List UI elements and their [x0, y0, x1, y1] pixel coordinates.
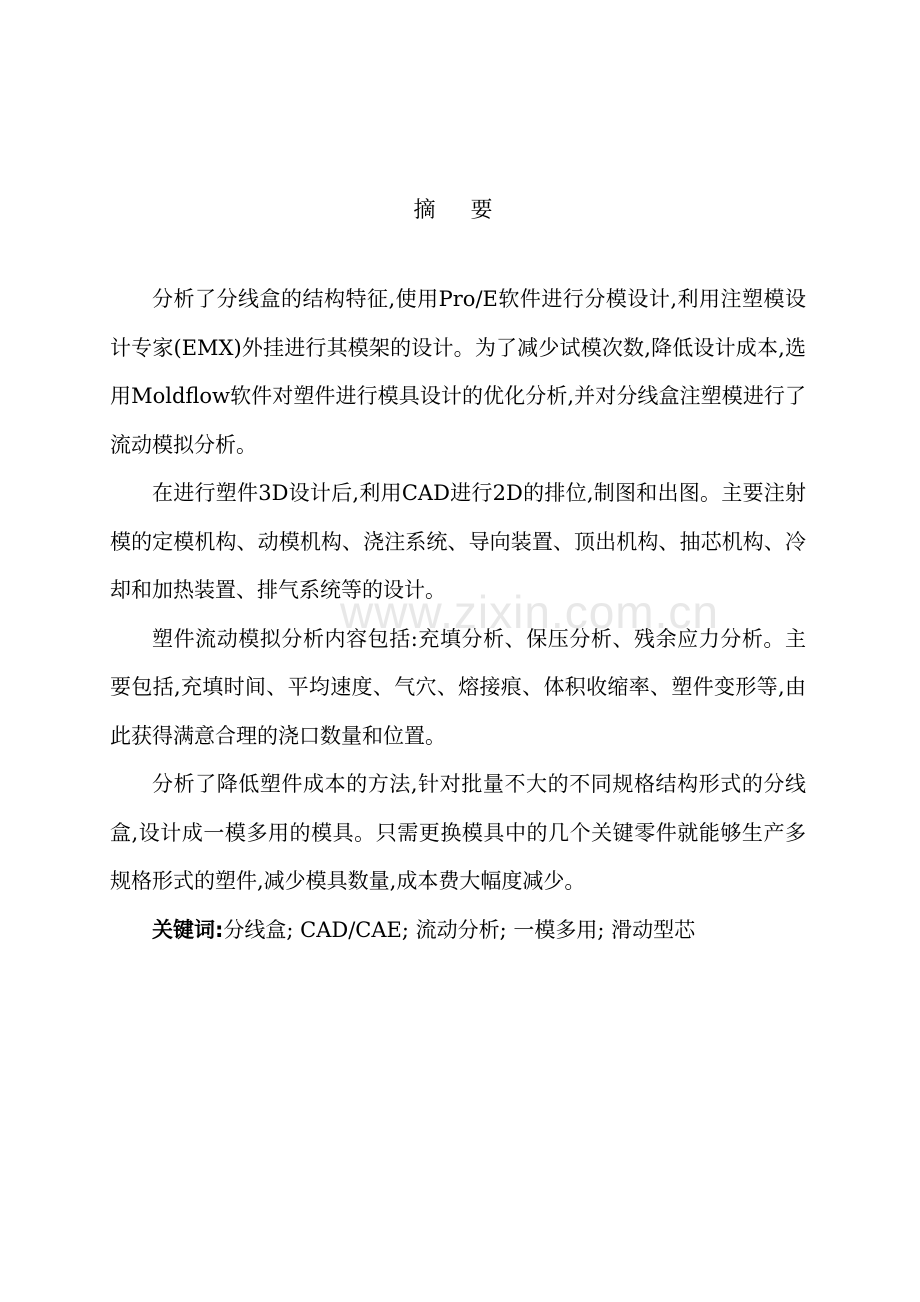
abstract-paragraph-4: 分析了降低塑件成本的方法,针对批量不大的不同规格结构形式的分线盒,设计成一模多用的模具。只需更换模具中的几个关键零件就能够生产多规格形式的塑件,减少模具数量,成本费大幅度减少。	[110, 772, 806, 893]
abstract-paragraph-1: 分析了分线盒的结构特征,使用Pro/E软件进行分模设计,利用注塑模设计专家(EMX)外挂进行其模架的设计。为了减少试模次数,降低设计成本,选用Moldflow软件对塑件进行模具设计的优化分析,并对分线盒注塑模进行了流动模拟分析。	[110, 287, 806, 457]
keywords-line	[110, 906, 806, 955]
abstract-paragraph-3: 塑件流动模拟分析内容包括:充填分析、保压分析、残余应力分析。主要包括,充填时间、平均速度、气穴、熔接痕、体积收缩率、塑件变形等,由此获得满意合理的浇口数量和位置。	[110, 626, 806, 748]
keywords-value: 分线盒; CAD/CAE; 流动分析; 一模多用; 滑动型芯	[223, 917, 696, 942]
keywords-label: 关键词:	[152, 917, 224, 942]
abstract-title: 摘 要	[413, 197, 507, 223]
abstract-body	[110, 275, 806, 954]
watermark: www.zixin.com.cn	[340, 586, 719, 638]
abstract-paragraph-2: 在进行塑件3D设计后,利用CAD进行2D的排位,制图和出图。主要注射模的定模机构、动模机构、浇注系统、导向装置、顶出机构、抽芯机构、冷却和加热装置、排气系统等的设计。	[110, 481, 806, 602]
